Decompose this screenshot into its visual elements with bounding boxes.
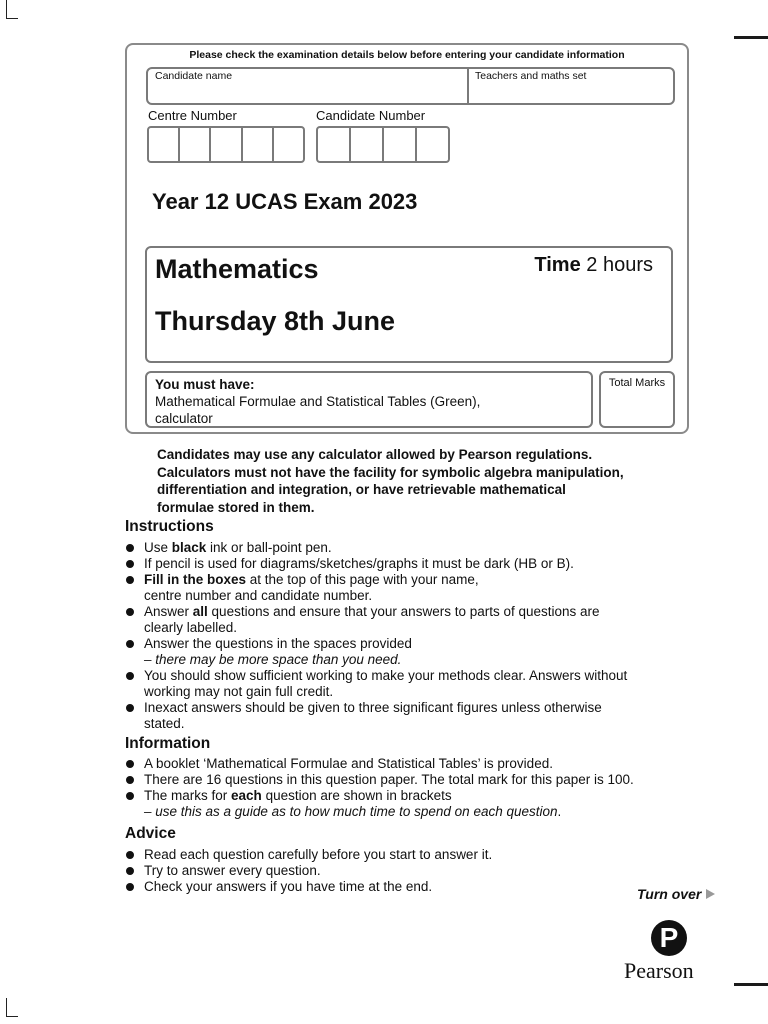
requirements-box bbox=[145, 371, 593, 428]
centre-number-cell[interactable] bbox=[274, 128, 303, 161]
requirements-line: Mathematical Formulae and Statistical Tables (Green), bbox=[155, 394, 481, 409]
candidate-name-box[interactable] bbox=[146, 67, 675, 105]
list-item: You should show sufficient working to make your methods clear. Answers without working may not gain full credit. bbox=[125, 668, 685, 700]
list-item: Check your answers if you have time at the end. bbox=[125, 879, 685, 895]
turn-over-arrow-icon bbox=[706, 889, 715, 899]
information-list bbox=[125, 756, 685, 820]
list-item: The marks for each question are shown in brackets – use this as a guide as to how much time to spend on each question. bbox=[125, 788, 685, 820]
list-item: Answer the questions in the spaces provided – there may be more space than you need. bbox=[125, 636, 685, 668]
requirements-heading: You must have: bbox=[155, 377, 255, 392]
calculator-note-line: formulae stored in them. bbox=[157, 499, 315, 515]
candidate-info-frame bbox=[125, 43, 689, 434]
exam-duration bbox=[534, 254, 653, 277]
centre-number-label: Centre Number bbox=[148, 108, 237, 123]
bullet-icon bbox=[126, 672, 134, 680]
list-item: Read each question carefully before you start to answer it. bbox=[125, 847, 685, 863]
calculator-note-line: Candidates may use any calculator allowed by Pearson regulations. bbox=[157, 447, 593, 462]
candidate-number-cell[interactable] bbox=[318, 128, 351, 161]
bullet-icon bbox=[126, 544, 134, 552]
crop-mark-top-left-h bbox=[6, 18, 18, 19]
bullet-icon bbox=[126, 883, 134, 891]
advice-heading: Advice bbox=[125, 825, 176, 842]
list-item: Use black ink or ball-point pen. bbox=[125, 540, 685, 556]
requirements-line: calculator bbox=[155, 411, 213, 426]
centre-number-grid[interactable] bbox=[147, 126, 305, 163]
bullet-icon bbox=[126, 792, 134, 800]
time-value: 2 hours bbox=[586, 254, 653, 276]
centre-number-cell[interactable] bbox=[180, 128, 211, 161]
pearson-logo-icon bbox=[651, 920, 687, 956]
candidate-number-grid[interactable] bbox=[316, 126, 450, 163]
edge-marker-top bbox=[734, 36, 768, 39]
list-item: Fill in the boxes at the top of this page with your name, centre number and candidate number. bbox=[125, 572, 685, 604]
list-item: Inexact answers should be given to three significant figures unless otherwise stated. bbox=[125, 700, 685, 732]
bullet-icon bbox=[126, 760, 134, 768]
turn-over-label: Turn over bbox=[637, 886, 702, 902]
candidate-number-cell[interactable] bbox=[384, 128, 417, 161]
crop-mark-top-left bbox=[6, 0, 7, 18]
list-item: Answer all questions and ensure that your answers to parts of questions are clearly labelled. bbox=[125, 604, 685, 636]
crop-mark-bottom-left bbox=[6, 998, 7, 1016]
exam-title: Year 12 UCAS Exam 2023 bbox=[152, 189, 418, 214]
teachers-label: Teachers and maths set bbox=[475, 70, 587, 82]
bullet-icon bbox=[126, 640, 134, 648]
instructions-heading: Instructions bbox=[125, 518, 214, 535]
list-item: If pencil is used for diagrams/sketches/graphs it must be dark (HB or B). bbox=[125, 556, 685, 572]
centre-number-cell[interactable] bbox=[149, 128, 180, 161]
edge-marker-bottom bbox=[734, 983, 768, 986]
centre-number-cell[interactable] bbox=[211, 128, 242, 161]
crop-mark-bottom-left-h bbox=[6, 1016, 18, 1017]
list-item: Try to answer every question. bbox=[125, 863, 685, 879]
total-marks-box bbox=[599, 371, 675, 428]
advice-list bbox=[125, 847, 685, 895]
centre-number-cell[interactable] bbox=[243, 128, 274, 161]
calculator-note-line: Calculators must not have the facility for symbolic algebra manipulation, bbox=[157, 464, 624, 480]
candidate-number-label: Candidate Number bbox=[316, 108, 426, 123]
calculator-note-line: differentiation and integration, or have retrievable mathematical bbox=[157, 482, 566, 497]
instructions-list bbox=[125, 540, 685, 732]
list-item: A booklet ‘Mathematical Formulae and Statistical Tables’ is provided. bbox=[125, 756, 685, 772]
candidate-name-label: Candidate name bbox=[155, 70, 233, 82]
candidate-number-cell[interactable] bbox=[417, 128, 448, 161]
bullet-icon bbox=[126, 576, 134, 584]
logo-letter: P bbox=[659, 922, 679, 953]
name-box-divider bbox=[467, 69, 469, 103]
information-heading: Information bbox=[125, 735, 211, 752]
bullet-icon bbox=[126, 704, 134, 712]
bullet-icon bbox=[126, 776, 134, 784]
total-marks-label: Total Marks bbox=[608, 377, 666, 389]
check-details-note: Please check the examination details below before entering your candidate information bbox=[189, 49, 625, 61]
calculator-note bbox=[157, 446, 687, 516]
bullet-icon bbox=[126, 560, 134, 568]
candidate-number-cell[interactable] bbox=[351, 128, 384, 161]
bullet-icon bbox=[126, 867, 134, 875]
subject-box bbox=[145, 246, 673, 363]
time-label: Time bbox=[534, 254, 581, 276]
subject-title: Mathematics bbox=[155, 254, 319, 284]
bullet-icon bbox=[126, 608, 134, 616]
pearson-logo-text: Pearson bbox=[624, 958, 694, 983]
exam-date: Thursday 8th June bbox=[155, 306, 396, 336]
bullet-icon bbox=[126, 851, 134, 859]
list-item: There are 16 questions in this question paper. The total mark for this paper is 100. bbox=[125, 772, 685, 788]
